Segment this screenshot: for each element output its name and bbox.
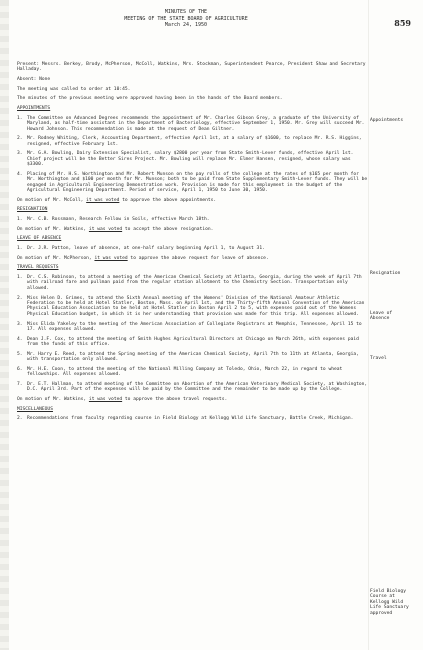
- item-number: 1.: [17, 274, 23, 280]
- item-number: 3.: [17, 321, 23, 327]
- margin-note-resignation: Resignation: [370, 271, 401, 276]
- item-text: Mr. H.E. Coon, to attend the meeting of the National Milling Company at Toledo, Ohio, March 22, in regard to wheat fellowships. All expenses allowed.: [27, 366, 343, 378]
- called-to-order-paragraph: The meeting was called to order at 10:45.: [17, 86, 131, 92]
- absent-paragraph: Absent: None: [17, 77, 51, 83]
- present-paragraph: Present: Messrs. Berkey, Brody, McPherson, McColl, Watkins, Mrs. Stockman, Superintendent Pearce, President Shaw and Secretary Halladay.: [17, 62, 366, 73]
- leave-motion: [17, 256, 369, 261]
- appointments-motion: [17, 198, 369, 203]
- item-text: Placing of Mr. H.S. Worthington and Mr. Robert Munson on the pay rolls of the college at the rates of $165 per month for Mr. Worthington and $100 per month for Mr. Munson; both to be paid from State Supplementary Smith-Lever funds. They will be engaged in Agricultural Engineering Demonstration work. Provision is made for this employment in the budget of the Agricultural Engineering Department. Period of service, April 1, 1950 to June 30, 1950.: [27, 171, 368, 194]
- travel-motion: [17, 397, 369, 402]
- item-text: Mr. Rodney Whiting, Clerk, Accounting Department, effective April 1st, at a salary of $1600, to replace Mr. R.S. Higgins, resigned, effective February 1st.: [27, 136, 362, 147]
- item-text: Dean J.F. Cox, to attend the meeting of Smith Hughes Agricultural Directors at Chicago on March 26th, with expenses paid from the funds of this office.: [27, 336, 359, 348]
- travel-item: [17, 322, 369, 333]
- motion-voted: it was voted: [86, 197, 120, 203]
- item-text: Miss Elida Yakeley to the meeting of the American Association of Collegiate Registrars at Memphis, Tennessee, April 15 to 17. All expenses allowed.: [27, 321, 362, 332]
- motion-voted: it was voted: [88, 226, 123, 232]
- header-line-1: MINUTES OF THE: [164, 9, 208, 15]
- item-number: 1.: [17, 217, 23, 223]
- margin-note-line: Life Sanctuary: [370, 605, 409, 611]
- item-number: 1.: [17, 115, 23, 121]
- margin-note-field-biology: [370, 589, 420, 616]
- item-text: Dr. C.S. Robinson, to attend a meeting of the American Chemical Society at Atlanta, Georgia, during the week of April 7th with railroad fare and pullman paid from the regular station allotment to the Chemistry Section. Transportation only allowed.: [27, 274, 362, 291]
- travel-item: [17, 275, 369, 291]
- binding-edge: [0, 0, 9, 650]
- travel-item: [17, 382, 369, 393]
- motion-pre: On motion of Mr. Watkins,: [17, 396, 89, 402]
- margin-note-line: Field Biology: [370, 589, 406, 594]
- margin-note-leave: [370, 311, 420, 322]
- motion-pre: On motion of Mr. McPherson,: [17, 255, 95, 261]
- motion-voted: it was voted: [88, 396, 123, 402]
- header-line-2: MEETING OF THE STATE BOARD OF AGRICULTURE: [124, 15, 248, 22]
- item-number: 1.: [17, 246, 23, 252]
- motion-post: to approve the above request for leave of absence.: [127, 255, 269, 261]
- document-header: [0, 9, 372, 29]
- appointment-item: [17, 136, 369, 147]
- resignation-item: [17, 217, 369, 222]
- margin-note-line: Course at: [370, 594, 395, 600]
- item-number: 2.: [17, 416, 23, 422]
- miscellaneous-item: [17, 416, 369, 421]
- travel-item: [17, 337, 369, 348]
- item-text: Miss Helen D. Grimes, to attend the Sixth Annual meeting of the Womens' Division of the National Amateur Athletic Federation to be held at Hotel Statler, Boston, Mass. on April 1st, and the Thirty-fifth Annual Convention of the American Physical Education Association to be held at Hotel Statler in Boston April 2 to 5, with expenses paid out of the Womens Physical Education budget, in which it is her understanding that provision was made for this trip. All expenses allowed.: [27, 295, 365, 317]
- margin-note-line: Kellogg Wild: [370, 599, 404, 605]
- margin-note-travel: Travel: [370, 356, 387, 361]
- page-number: 859: [394, 18, 411, 28]
- appointments-heading: APPOINTMENTS: [17, 106, 51, 112]
- item-text: Dr. J.R. Patton, leave of absence, at one-half salary beginning April 1, to August 31.: [27, 246, 265, 252]
- travel-item: [17, 296, 369, 318]
- item-text: The Committee on Advanced Degrees recommends the appointment of Mr. Charles Gibson Grey, a graduate of the University of Maryland, as half-time assistant in the Department of Bacteriology, effective September 1, 1950. Mr. Grey will succeed Mr. Howard Johnson. This recommendation is made at the request of Dean Giltner.: [27, 115, 365, 132]
- appointment-item: [17, 116, 369, 132]
- travel-item: [17, 352, 369, 363]
- travel-item: [17, 367, 369, 378]
- leave-heading: LEAVE OF ABSENCE: [17, 236, 62, 242]
- item-number: 7.: [17, 381, 23, 387]
- item-number: 4.: [17, 171, 23, 177]
- item-number: 3.: [17, 151, 23, 157]
- resignation-heading: RESIGNATION: [17, 207, 48, 213]
- motion-pre: On motion of Mr. McColl,: [17, 197, 87, 203]
- minutes-approved-paragraph: The minutes of the previous meeting were approved having been in the hands of the Board members.: [17, 96, 283, 102]
- margin-note-line: Absence: [370, 316, 390, 322]
- item-text: Dr. E.T. Hallman, to attend meeting of the Committee on Abortion of the American Veterinary Medical Society, at Washington, D.C. April 3rd. Part of the expenses will be paid by the Committee and the remainder to be made up by the College.: [27, 381, 368, 393]
- motion-post: to approve the above travel requests.: [122, 396, 228, 402]
- item-text: Mr. Harry E. Reed, to attend the Spring meeting of the American Chemical Society, April 7th to 11th at Atlanta, Georgia, with transportation only allowed.: [27, 351, 359, 363]
- motion-post: to accept the above resignation.: [122, 226, 214, 232]
- miscellaneous-heading: MISCELLANEOUS: [17, 406, 53, 412]
- item-number: 6.: [17, 366, 23, 372]
- item-number: 2.: [17, 295, 23, 301]
- item-text: Mr. G.A. Bowling, Dairy Extension Specialist, salary $2800 per year from State Smith-Lever funds, effective April 1st. Chief project will be the Better Sires Project. Mr. Bowling will replace Mr. Elmer Hansen, resigned, whose salary was $3300.: [27, 151, 354, 168]
- item-number: 2.: [17, 136, 23, 142]
- margin-note-line: approved: [370, 610, 393, 616]
- motion-voted: it was voted: [94, 255, 128, 261]
- motion-post: to approve the above appointments.: [119, 197, 217, 203]
- travel-heading: TRAVEL REQUESTS: [17, 265, 59, 271]
- resignation-motion: [17, 227, 369, 232]
- item-number: 5.: [17, 351, 23, 357]
- margin-note-appointments: Appointments: [370, 118, 404, 123]
- header-line-3: March 24, 1950: [164, 22, 208, 29]
- leave-item: [17, 246, 369, 251]
- item-text: Recommendations from faculty regarding course in Field Biology at Kellogg Wild Life Sanctuary, Battle Creek, Michigan.: [27, 416, 354, 422]
- item-text: Mr. C.B. Rossmann, Research Fellow in Soils, effective March 18th.: [27, 217, 210, 223]
- motion-pre: On motion of Mr. Watkins,: [17, 226, 89, 232]
- appointment-item: [17, 151, 369, 167]
- document-body: [17, 62, 369, 426]
- item-number: 4.: [17, 336, 23, 342]
- appointment-item: [17, 172, 369, 194]
- margin-note-line: Leave of: [370, 311, 393, 316]
